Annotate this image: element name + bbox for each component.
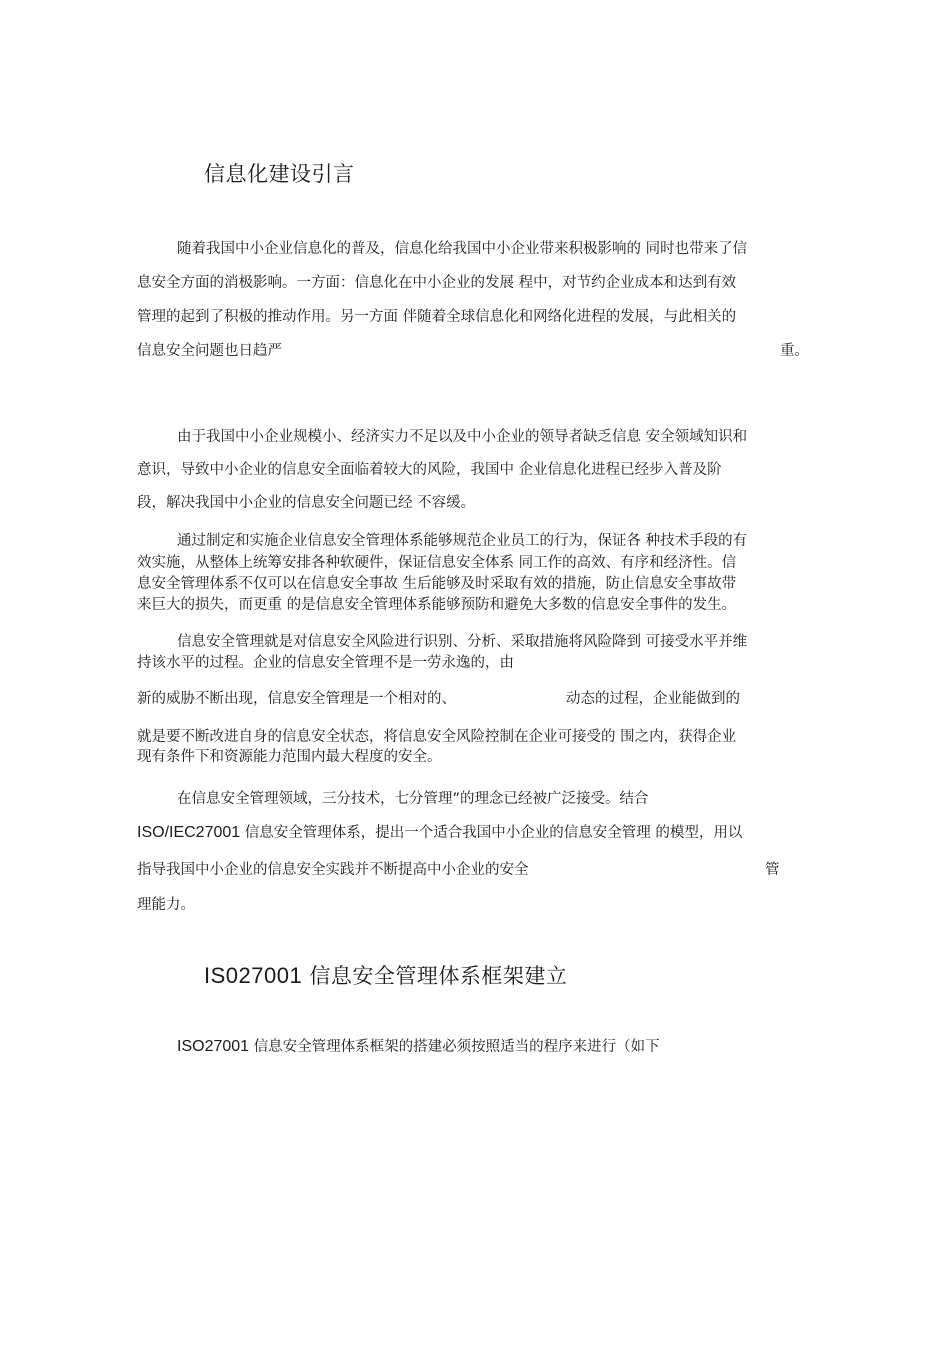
standard-code: ISO27001 [177, 1038, 250, 1055]
paragraph-line: 由于我国中小企业规模小、经济实力不足以及中小企业的领导者缺乏信息 安全领域知识和 [177, 429, 748, 445]
section-title-2 [204, 960, 567, 990]
paragraph-line-tail: 动态的过程，企业能做到的 [566, 691, 740, 707]
section-title-text: 信息安全管理体系框架建立 [302, 964, 568, 988]
paragraph-line: 随着我国中小企业信息化的普及，信息化给我国中小企业带来积极影响的 同时也带来了信 [177, 241, 748, 257]
paragraph-line: 意识，导致中小企业的信息安全面临着较大的风险，我国中 企业信息化进程已经步入普及阶 [137, 462, 722, 478]
paragraph-text: 信息安全管理体系，提出一个适合我国中小企业的信息安全管理 的模型，用以 [240, 825, 743, 841]
paragraph-line: 理能力。 [137, 897, 195, 913]
paragraph-line: 段，解决我国中小企业的信息安全问题已经 不容缓。 [137, 495, 476, 511]
paragraph-line: 指导我国中小企业的信息安全实践并不断提高中小企业的安全 [137, 862, 529, 878]
paragraph-line: 在信息安全管理领域，三分技术，七分管理”的理念已经被广泛接受。结合 [177, 791, 649, 807]
section-title: 信息化建设引言 [204, 162, 355, 186]
paragraph-line: 来巨大的损失，而更重 的是信息安全管理体系能够预防和避免大多数的信息安全事件的发生。 [137, 597, 737, 613]
paragraph-line: 现有条件下和资源能力范围内最大程度的安全。 [137, 749, 442, 765]
standard-code: ISO/IEC27001 [137, 824, 241, 841]
paragraph-line: 就是要不断改进自身的信息安全状态，将信息安全风险控制在企业可接受的 围之内，获得企业 [137, 729, 737, 745]
paragraph-line [177, 1035, 660, 1056]
paragraph-line-tail: 重。 [780, 343, 809, 359]
paragraph-line: 息安全方面的消极影响。一方面：信息化在中小企业的发展 程中，对节约企业成本和达到有效 [137, 275, 737, 291]
paragraph-line: 息安全管理体系不仅可以在信息安全事故 生后能够及时采取有效的措施，防止信息安全事故带 [137, 576, 737, 592]
paragraph-line: 效实施，从整体上统筹安排各种软硬件，保证信息安全体系 同工作的高效、有序和经济性。信 [137, 555, 737, 571]
paragraph-line-tail: 管 [765, 862, 780, 878]
paragraph-line: 管理的起到了积极的推动作用。另一方面 伴随着全球信息化和网络化进程的发展，与此相关的 [137, 309, 737, 325]
paragraph-line: 持该水平的过程。企业的信息安全管理不是一劳永逸的，由 [137, 655, 514, 671]
paragraph-text: 信息安全管理体系框架的搭建必须按照适当的程序来进行（如下 [249, 1039, 660, 1055]
paragraph-line: 信息安全管理就是对信息安全风险进行识别、分析、采取措施将风险降到 可接受水平并维 [177, 634, 748, 650]
paragraph-line: 通过制定和实施企业信息安全管理体系能够规范企业员工的行为，保证各 种技术手段的有 [177, 533, 748, 549]
paragraph-line: 新的威胁不断出现，信息安全管理是一个相对的、 [137, 691, 456, 707]
paragraph-line [137, 821, 742, 842]
paragraph-line: 信息安全问题也日趋严 [137, 343, 282, 359]
standard-code: IS027001 [204, 963, 303, 988]
